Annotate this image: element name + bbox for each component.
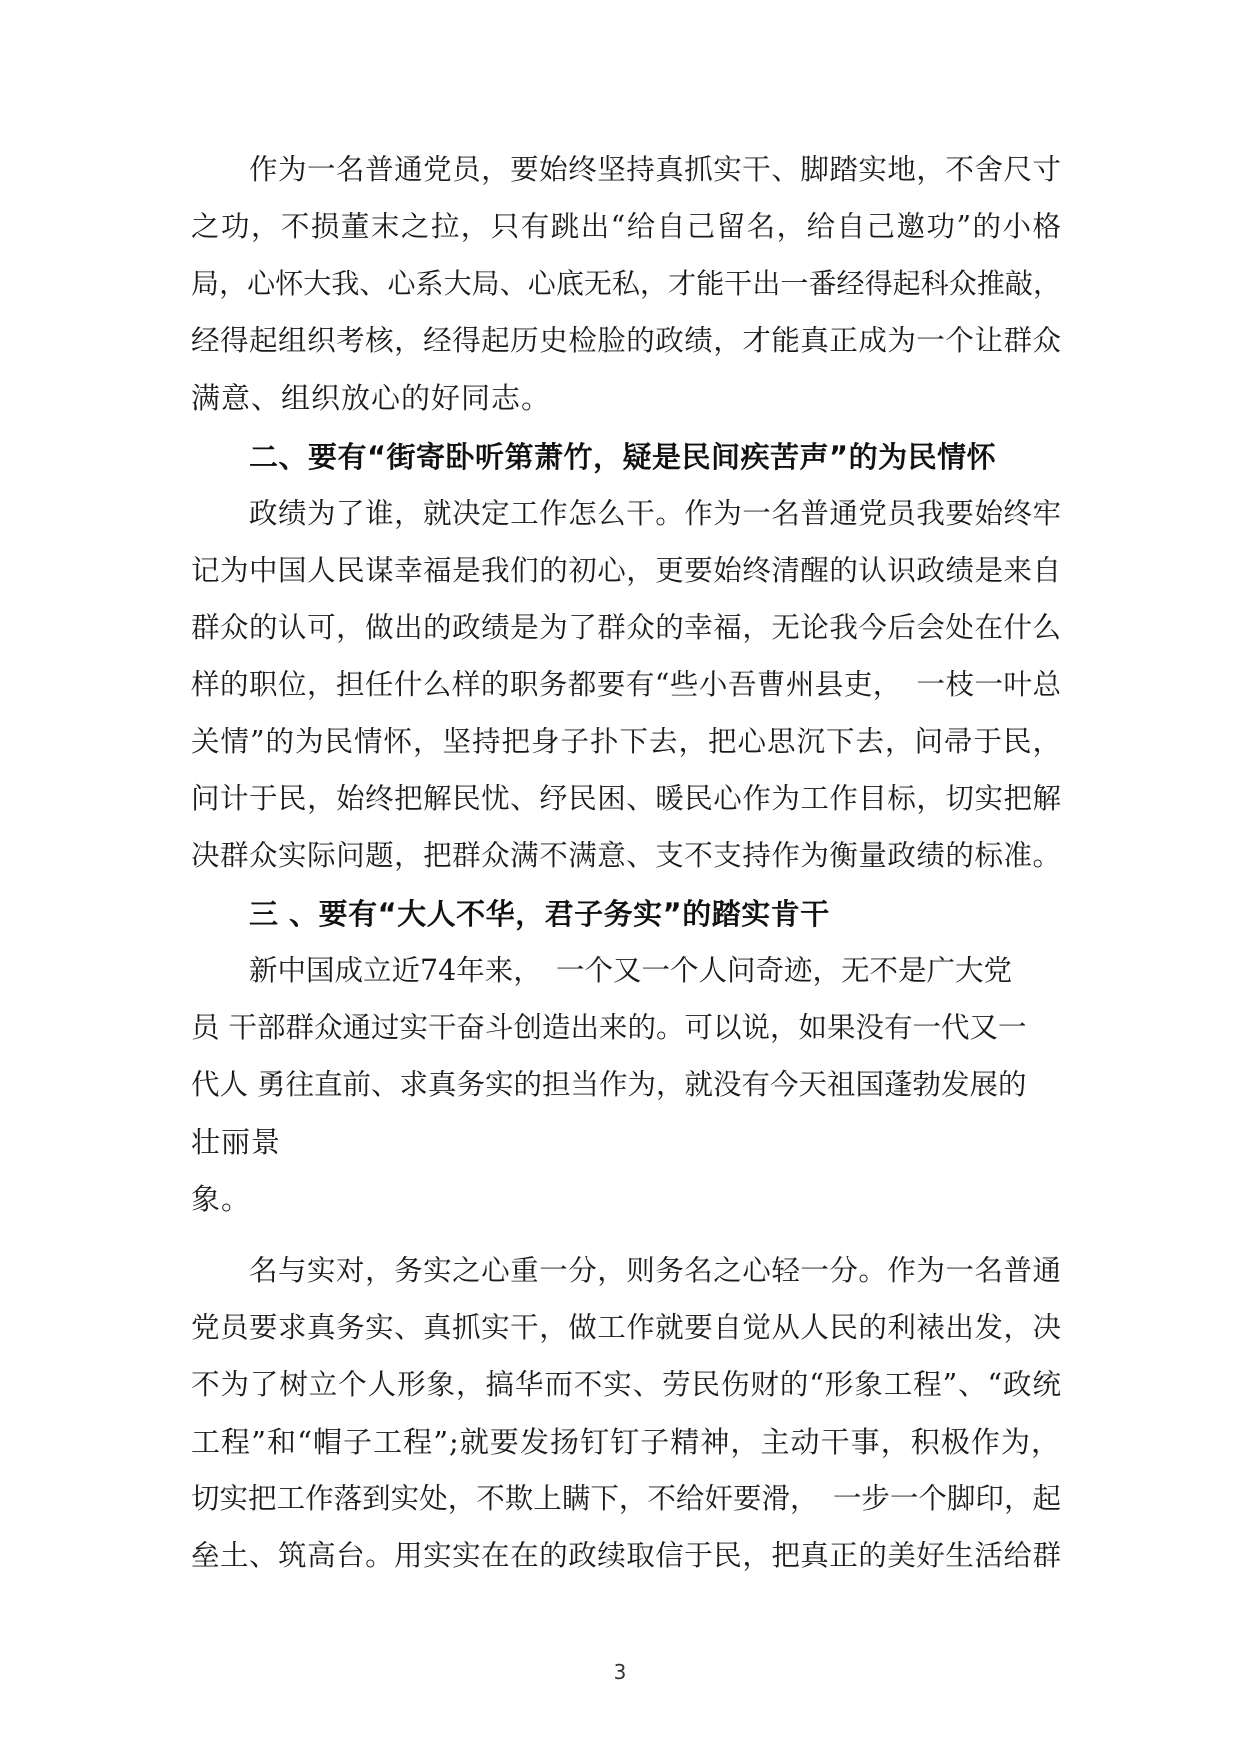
paragraph-line: 作为一名普通党员，要始终坚持真抓实干、脚踏实地，不舍尺寸 <box>249 153 1061 186</box>
paragraph-line: 问计于民，始终把解民忧、纾民困、暖民心作为工作目标，切实把解 <box>191 782 1061 815</box>
paragraph-line: 不为了树立个人形象，搞华而不实、劳民伤财的“形象工程”、“政统 <box>191 1368 1061 1401</box>
paragraph-line: 满意、组织放心的好同志。 <box>191 381 552 415</box>
paragraph-line: 代人 勇往直前、求真务实的担当作为，就没有今天祖国蓬勃发展的 <box>191 1068 1027 1101</box>
page-number: 3 <box>613 1660 627 1684</box>
paragraph-line: 关情”的为民情怀，坚持把身子扑下去，把心思沉下去，问帚于民， <box>191 725 1061 758</box>
section-heading-3: 三 、要有“大人不华，君子务实”的踏实肯干 <box>249 897 830 931</box>
paragraph-line: 样的职位，担任什么样的职务都要有“些小吾曹州县吏， 一枝一叶总 <box>191 668 1061 701</box>
paragraph-line: 记为中国人民谋幸福是我们的初心，更要始终清醒的认识政绩是来自 <box>191 554 1061 587</box>
paragraph-line: 经得起组织考核，经得起历史检脸的政绩，才能真正成为一个让群众 <box>191 324 1061 357</box>
paragraph-line: 局，心怀大我、心系大局、心底无私，才能干出一番经得起科众推敲， <box>191 267 1061 300</box>
paragraph-line: 壮丽景 <box>191 1125 282 1159</box>
paragraph-line: 政绩为了谁，就决定工作怎么干。作为一名普通党员我要始终牢 <box>249 497 1061 530</box>
paragraph-line: 员 干部群众通过实干奋斗创造出来的。可以说，如果没有一代又一 <box>191 1011 1027 1044</box>
paragraph-line: 党员要求真务实、真抓实干，做工作就要自觉从人民的利裱出发，决 <box>191 1311 1061 1344</box>
section-heading-2: 二、要有“街寄卧听第萧竹，疑是民间疾苦声”的为民情怀 <box>249 440 997 474</box>
paragraph-line: 象。 <box>191 1182 252 1216</box>
paragraph-line: 名与实对，务实之心重一分，则务名之心轻一分。作为一名普通 <box>249 1254 1061 1287</box>
paragraph-line: 切实把工作落到实处，不欺上瞒下，不给奸要滑， 一步一个脚印，起 <box>191 1482 1061 1515</box>
paragraph-line: 群众的认可，做出的政绩是为了群众的幸福，无论我今后会处在什么 <box>191 611 1061 644</box>
paragraph-line: 之功，不损董末之拉，只有跳出“给自己留名，给自己邀功”的小格 <box>191 210 1061 243</box>
paragraph-line: 工程”和“帽子工程”;就要发扬钉钉子精神，主动干事，积极作为， <box>191 1425 1061 1459</box>
paragraph-line: 决群众实际问题，把群众满不满意、支不支持作为衡量政绩的标准。 <box>191 839 1061 872</box>
paragraph-line: 新中国成立近74年来， 一个又一个人问奇迹，无不是广大党 <box>249 954 1013 987</box>
paragraph-line: 垒土、筑高台。用实实在在的政续取信于民，把真正的美好生活给群 <box>191 1539 1061 1572</box>
